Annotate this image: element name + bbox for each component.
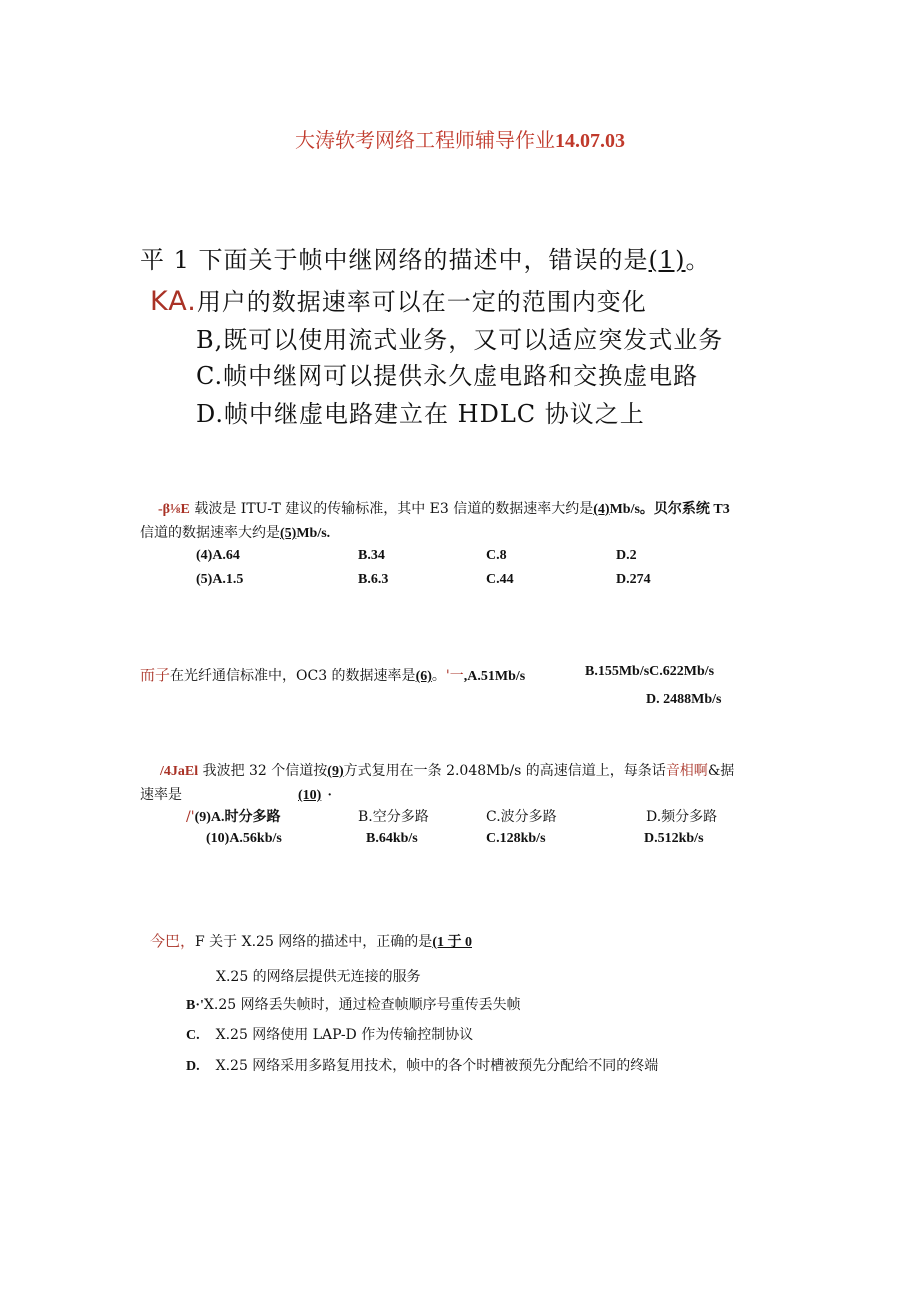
question-3-option-d: D. 2488Mb/s	[646, 692, 722, 707]
question-5-option-b: B·'X.25 网络丢失帧时，通过检查帧顺序号重传丢失帧	[186, 997, 521, 1013]
question-3-options-bc: B.155Mb/sC.622Mb/s	[585, 664, 715, 679]
question-5-option-c: C. X.25 网络使用 LAP-D 作为传输控制协议	[186, 1027, 474, 1043]
question-4-option-10b: B.64kb/s	[366, 831, 418, 846]
question-4-line-1: /4JaEl 我波把 32 个信道按(9)方式复用在一条 2.048Mb/s 的高速信道上，每条话音相啊&据	[160, 763, 735, 779]
question-2-option-4d: D.2	[616, 548, 637, 563]
question-5-option-d: D. X.25 网络采用多路复用技术，帧中的各个时槽被预先分配给不同的终端	[186, 1058, 659, 1074]
question-2-line-2: 信道的数据速率大约是(5)Mb/s.	[140, 525, 331, 541]
question-1-option-d: D.帧中继虚电路建立在 HDLC 协议之上	[196, 400, 645, 428]
question-2-line-1: -β⅛E 载波是 ITU-T 建议的传输标准，其中 E3 信道的数据速率大约是(4)Mb/s。贝尔系统 T3	[158, 501, 730, 517]
question-4-option-9d: D.频分多路	[646, 809, 718, 825]
question-5-option-a: X.25 的网络层提供无连接的服务	[216, 969, 421, 985]
question-1-option-c: C.帧中继网可以提供永久虚电路和交换虚电路	[196, 362, 699, 390]
question-2-option-4c: C.8	[486, 548, 507, 563]
question-4-option-10a: (10)A.56kb/s	[206, 831, 282, 846]
question-5-stem: 今巴，F 关于 X.25 网络的描述中，正确的是(1 于 0	[150, 932, 472, 950]
page-title: 大涛软考网络工程师辅导作业14.07.03	[295, 128, 625, 152]
question-1-stem: 平 1 下面关于帧中继网络的描述中，错误的是(1)。	[140, 246, 711, 274]
question-3-stem: 而子在光纤通信标准中，OC3 的数据速率是(6)。'一,A.51Mb/s	[140, 666, 526, 684]
question-2-option-4a: (4)A.64	[196, 548, 240, 563]
question-4-option-10c: C.128kb/s	[486, 831, 546, 846]
question-2-option-5c: C.44	[486, 572, 514, 587]
question-4-option-9c: C.波分多路	[486, 809, 557, 825]
question-4-option-9a: /'(9)A.时分多路	[186, 809, 281, 825]
question-2-option-4b: B.34	[358, 548, 385, 563]
question-4-line-2: 速率是 (10) ·	[140, 787, 332, 803]
question-1-option-b: B,既可以使用流式业务，又可以适应突发式业务	[196, 326, 724, 354]
question-1-option-a: KA.用户的数据速率可以在一定的范围内变化	[150, 286, 647, 317]
question-4-option-10d: D.512kb/s	[644, 831, 704, 846]
question-2-option-5a: (5)A.1.5	[196, 572, 244, 587]
question-2-option-5d: D.274	[616, 572, 651, 587]
question-2-option-5b: B.6.3	[358, 572, 389, 587]
question-4-option-9b: B.空分多路	[358, 809, 429, 825]
